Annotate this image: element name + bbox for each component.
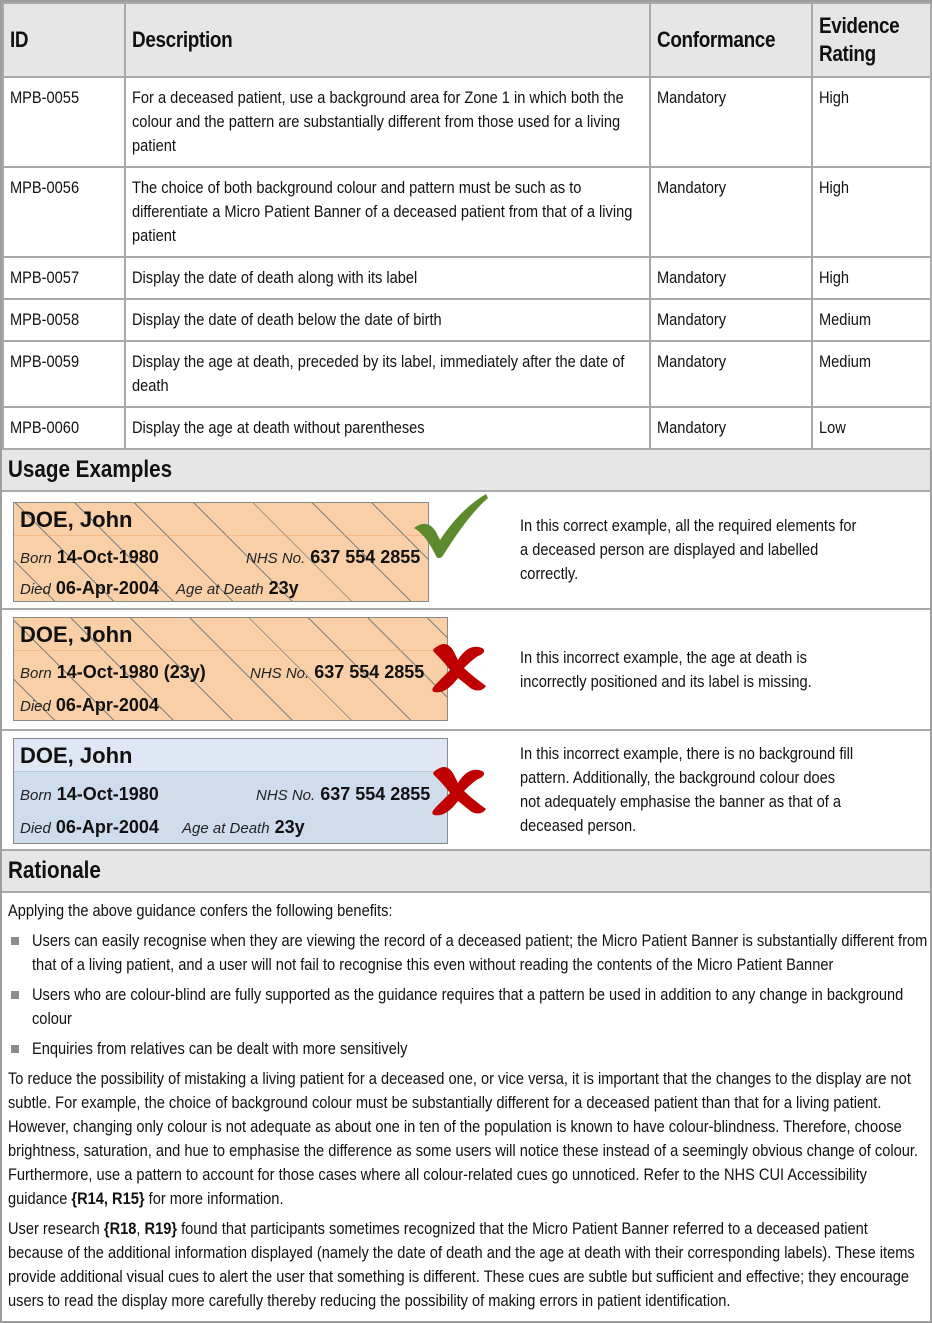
cell-conformance: Mandatory [650, 257, 812, 299]
table-row [3, 167, 931, 257]
cell-description: The choice of both background colour and pattern must be such as to differentiate a Micro Patient Banner of a deceased patient from that of a living patient [125, 167, 650, 257]
cell-conformance: Mandatory [650, 299, 812, 341]
cell-id: MPB-0056 [3, 167, 125, 257]
cell-conformance: Mandatory [650, 77, 812, 167]
patient-name: DOE, John [14, 618, 447, 651]
born-field: Born 14-Oct-1980 (23y) [20, 662, 206, 682]
cell-description: Display the date of death along with its label [125, 257, 650, 299]
cell-conformance: Mandatory [650, 341, 812, 407]
example-caption: In this incorrect example, the age at death is incorrectly positioned and its label is missing. [520, 647, 812, 691]
usage-examples-heading: Usage Examples [2, 450, 930, 492]
cell-evidence: Low [812, 407, 931, 449]
cell-description: Display the age at death, preceded by its label, immediately after the date of death [125, 341, 650, 407]
table-row [3, 257, 931, 299]
list-item: Enquiries from relatives can be dealt with more sensitively [8, 1037, 924, 1061]
rationale-heading: Rationale [2, 851, 930, 893]
nhs-number-field: NHS No. 637 554 2855 [256, 784, 431, 804]
born-field: Born 14-Oct-1980 [20, 784, 159, 804]
micro-patient-banner [13, 738, 448, 844]
checkmark-icon [410, 492, 490, 564]
cell-id: MPB-0055 [3, 77, 125, 167]
evidence-header-line1: Evidence [819, 13, 900, 38]
example-visual [2, 731, 514, 849]
table-row [3, 341, 931, 407]
cell-evidence: High [812, 257, 931, 299]
cell-evidence: Medium [812, 299, 931, 341]
table-row [3, 299, 931, 341]
cross-icon [428, 763, 488, 819]
died-field: Died 06-Apr-2004 [20, 695, 159, 715]
died-field: Died 06-Apr-2004 [20, 817, 159, 837]
cell-description: Display the age at death without parentheses [125, 407, 650, 449]
cell-id: MPB-0057 [3, 257, 125, 299]
age-at-death-field: Age at Death 23y [182, 817, 305, 837]
age-at-death-field: Age at Death 23y [176, 578, 299, 598]
nhs-number-field: NHS No. 637 554 2855 [250, 662, 425, 682]
cell-evidence: Medium [812, 341, 931, 407]
micro-patient-banner [13, 502, 429, 602]
column-header-evidence-rating [812, 3, 931, 77]
table-row [3, 407, 931, 449]
example-visual [2, 492, 514, 608]
evidence-header-line2: Rating [819, 41, 876, 66]
born-field: Born 14-Oct-1980 [20, 547, 159, 567]
usage-example-incorrect-no-pattern [2, 731, 930, 851]
cell-id: MPB-0060 [3, 407, 125, 449]
cell-description: For a deceased patient, use a background area for Zone 1 in which both the colour and the pattern are substantially different from those used for a living patient [125, 77, 650, 167]
cell-conformance: Mandatory [650, 167, 812, 257]
cell-evidence: High [812, 167, 931, 257]
cell-id: MPB-0059 [3, 341, 125, 407]
example-caption: In this incorrect example, there is no background fill pattern. Additionally, the background colour does not adequately emphasise the banner as that of a deceased person. [520, 744, 854, 835]
cell-conformance: Mandatory [650, 407, 812, 449]
usage-example-incorrect-age-position [2, 610, 930, 731]
cell-id: MPB-0058 [3, 299, 125, 341]
table-row [3, 77, 931, 167]
rationale-paragraph-2: User research {R18, R19} found that participants sometimes recognized that the Micro Patient Banner referred to a deceased patient because of the additional information displayed (namely the date of death and the age at death with their corresponding labels). These items provide additional visual cues to alert the user that something is different. These cues are subtle but sufficient and effective; they encourage users to read the display more carefully thereby reducing the possibility of making errors in patient identification. [8, 1219, 915, 1310]
nhs-number-field: NHS No. 637 554 2855 [246, 547, 421, 567]
rationale-intro: Applying the above guidance confers the following benefits: [8, 901, 393, 920]
column-header-description: Description [125, 3, 650, 77]
column-header-conformance: Conformance [650, 3, 812, 77]
reference-link: {R14, R15} [71, 1189, 145, 1208]
patient-name: DOE, John [14, 503, 428, 536]
micro-patient-banner [13, 617, 448, 721]
list-item: Users who are colour-blind are fully supported as the guidance requires that a pattern be used in addition to any change in background colour [8, 983, 924, 1031]
reference-link: {R18 [103, 1219, 137, 1238]
example-caption: In this correct example, all the required elements for a deceased person are displayed and labelled correctly. [520, 516, 857, 583]
bullet-icon [11, 937, 19, 945]
bullet-icon [11, 1045, 19, 1053]
benefits-list [8, 929, 928, 1061]
requirements-table [2, 2, 932, 450]
died-field: Died 06-Apr-2004 [20, 578, 159, 598]
column-header-id: ID [3, 3, 125, 77]
cell-evidence: High [812, 77, 931, 167]
table-header-row [3, 3, 931, 77]
rationale-paragraph-1: To reduce the possibility of mistaking a living patient for a deceased one, or vice versa, it is important that the changes to the display are not subtle. For example, the choice of background colour must be substantially different for a deceased patient than that for a living patient. However, changing only colour is not adequate as about one in ten of the population is known to have colour-blindness. Therefore, choose brightness, saturation, and hue to emphasise the difference as some users will notice these instead of a seemingly obvious change of colour. Furthermore, use a pattern to account for those cases where all colour-related cues go unnoticed. Refer to the NHS CUI Accessibility guidance {R14, R15} for more information. [8, 1069, 918, 1208]
patient-name: DOE, John [14, 739, 447, 772]
cross-icon [428, 640, 488, 696]
example-visual [2, 610, 514, 729]
reference-link: R19} [144, 1219, 178, 1238]
list-item: Users can easily recognise when they are viewing the record of a deceased patient; the Micro Patient Banner is substantially different from that of a living patient, and a user will not fail to recognise this even without reading the contents of the Micro Patient Banner [8, 929, 924, 977]
rationale-body [2, 893, 930, 1321]
cell-description: Display the date of death below the date of birth [125, 299, 650, 341]
usage-example-correct [2, 492, 930, 610]
bullet-icon [11, 991, 19, 999]
